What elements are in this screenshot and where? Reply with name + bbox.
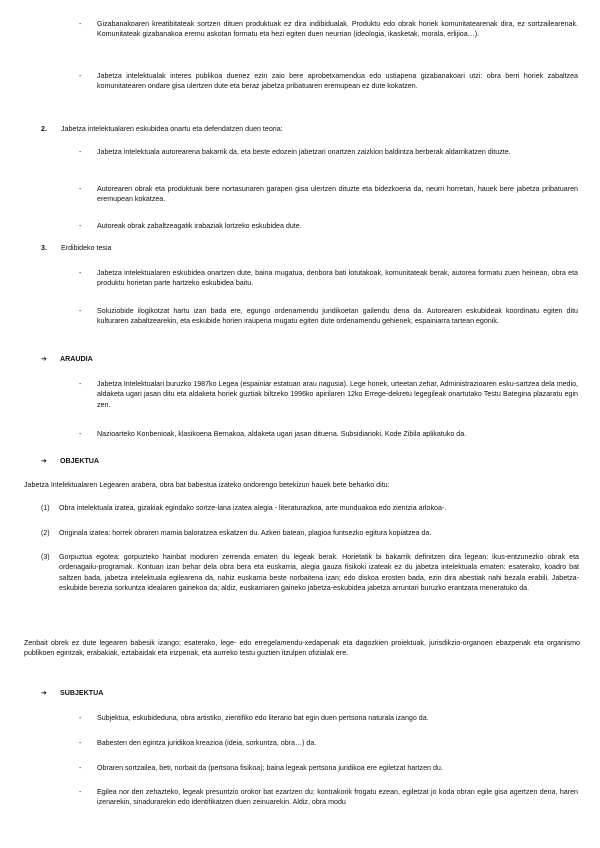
- section-title: Jabetza intelektualaren eskubidea onartu eta defendatzen duen teoria:: [61, 125, 283, 133]
- arrow-right-icon: ➔: [41, 457, 47, 465]
- section-number: 2.: [41, 125, 47, 133]
- list-item: Jabetza intelektuala autorearena bakarrik da, eta beste edozein jabetzari onartzen zaizkion baldintza berberak aldarrikatzen dituzte.: [97, 148, 511, 156]
- list-item: Nazioarteko Konbenioak, klasikoena Bernakoa, aldaketa ugari jasan dituena. Subsidiarioki, Kode Zibila aplikatuko da.: [97, 430, 467, 438]
- dash-bullet: -: [79, 269, 82, 277]
- dash-bullet: -: [79, 222, 82, 230]
- subjektua-heading: [41, 688, 103, 698]
- dash-bullet: -: [79, 764, 82, 772]
- heading-title: ARAUDIA: [60, 355, 93, 363]
- araudia-heading: [41, 354, 93, 364]
- objektua-outro: Zenbait obrek ez dute legearen babesik izango; esaterako, lege- edo erregelamendu-xedapenak eta dagozkien proiektuak, jurisdikzio-organoen ebazpenak eta organismo publikoen egintzak, erabakiak, eztabaidak eta irizpenak, eta aurreko testu guztien itzulpen ofizialak ere.: [24, 639, 580, 658]
- list-item: Soluziobide ilogikotzat hartu izan bada ere, egungo ordenamendu juridikoetan gailendu dena da. Autorearen eskubideak koordinatu egiten ditu kulturaren zabaltzearekin, eta eskubide horien iraupena mugatu egiten dute ordenamendu gehienek, espainiarra tartean egonik.: [97, 307, 578, 326]
- list-item: Gorpuztua egotea: gorpuzteko hainbat moduren zerrenda ematen du legeak berak. Horietatik bi bakarrik definitzen dira legean: ikus-entzunezko obrak eta ordenagailu-programak. Kontuan izan behar dela obra bera eta euskarria, alegia gauza fisikoki izateak ez du jabetza intelektuala ematen: esaterako, koadro bat saltzen bada, jabetza intelektuala egilearena da, nahiz euskarria beste norbaitena izan; edo diskoa erosten bada, ezin dira abestiak nahi bezala erabili. Jabetza-eskubide berezia sorkuntza idealaren gainekoa da; aldiz, euskarriaren gaineko jabetza-eskubidea jabetza arruntari buruzko erantzara meneratuko da.: [59, 553, 579, 593]
- list-item: Originala izatea: horrek obraren mamia baloratzea eskatzen du. Azken batean, plagioa funtsezko egitura kopiatzea da.: [59, 529, 432, 537]
- list-item: Egilea nor den zehazteko, legeak presuntzio orokor bat ezartzen du: kontrakorik frogatu ezean, egiletzat jo koda obran egile gisa agertzen dena, haren izenarekin, sinadurarekin edo identifikatzen duen zeinuarekin. Aldiz, obra modu: [97, 788, 578, 807]
- dash-bullet: -: [79, 20, 82, 28]
- item-number: (2): [41, 529, 50, 537]
- list-item: Babesten den egintza juridikoa kreazioa (ideia, sorkuntza, obra…) da.: [97, 739, 317, 747]
- arrow-right-icon: ➔: [41, 355, 47, 363]
- dash-bullet: -: [79, 148, 82, 156]
- objektua-intro: Jabetza Intelektualaren Legearen arabera, obra bat babestua izateko ondorengo betekizun hauek bete beharko ditu:: [24, 481, 390, 489]
- list-item: Subjektua, eskubideduna, obra artistiko, zientifiko edo literario bat egin duen pertsona naturala izango da.: [97, 714, 429, 722]
- dash-bullet: -: [79, 739, 82, 747]
- dash-bullet: -: [79, 430, 82, 438]
- section-heading-3: [41, 243, 111, 253]
- list-item: Autoreak obrak zabaltzeagatik irabaziak lortzeko eskubidea dute.: [97, 222, 302, 230]
- section-number: 3.: [41, 244, 47, 252]
- item-number: (1): [41, 504, 50, 512]
- heading-title: OBJEKTUA: [60, 457, 100, 465]
- dash-bullet: -: [79, 788, 82, 796]
- heading-title: SUBJEKTUA: [60, 689, 104, 697]
- list-item: Jabetza intelektualaren eskubidea onartzen dute, baina mugatua, denbora bati lotutakoak, komunitateak berak, autorea formatu zuen heinean, obra eta produktu horietan parte hartzeko eskubidea baitu.: [97, 269, 578, 288]
- list-item: Gizabanakoaren kreatibitateak sortzen dituen produktuak ez dira indibidualak. Produktu edo obrak horiek komunitatearenak dira, ez sortzailearenak. Komunitateak gizabanakoa eremu askotan formatu eta hezi egiten duen neurrian (ideologia, ikasketak, morala, erlijioa…).: [97, 20, 578, 39]
- objektua-heading: [41, 456, 99, 466]
- dash-bullet: -: [79, 185, 82, 193]
- list-item: Jabetza Intelektualari buruzko 1987ko Legea (espainiar estatuan arau nagusia). Lege honek, urteetan zehar, Administrazioaren esku-sartzea dela medio, aldaketa ugari jasan ditu eta aldaketa horiek guztiak biltzeko 1996ko apirilaren 12ko Errege-dekretu legegileak onartutako Testu Bategina plazaratu egin zen.: [97, 380, 578, 409]
- list-item: Obra intelektuala izatea, gizakiak egindako sortze-lana izatea alegia - literaturazkoa, arte munduakoa edo zientzia arlokoa-.: [59, 504, 447, 512]
- dash-bullet: -: [79, 72, 82, 80]
- list-item: Jabetza intelektualak interes publikoa duenez ezin zaio bere aprobetxamendua edo ustiapena gizabanakoari utzi: obra berri horiek zabaltzea komunitatearen ondare gisa ulertzen dute eta beraz jabetza pribatuaren eremupean ez dute kokatzen.: [97, 72, 578, 91]
- dash-bullet: -: [79, 307, 82, 315]
- item-number: (3): [41, 553, 50, 561]
- arrow-right-icon: ➔: [41, 689, 47, 697]
- section-title: Erdibideko tesia: [61, 244, 112, 252]
- list-item: Autorearen obrak eta produktuak bere nortasunaren garapen gisa ulertzen dituzte eta bidezkoena da, neurri horretan, hauek bere jabetza pribatuaren eremupean kokatzea.: [97, 185, 578, 204]
- section-heading-2: [41, 124, 283, 134]
- list-item: Obraren sortzailea, beti, norbait da (pertsona fisikoa); baina legeak pertsona juridikoa ere egiletzat hartzen du.: [97, 764, 443, 772]
- dash-bullet: -: [79, 380, 82, 388]
- dash-bullet: -: [79, 714, 82, 722]
